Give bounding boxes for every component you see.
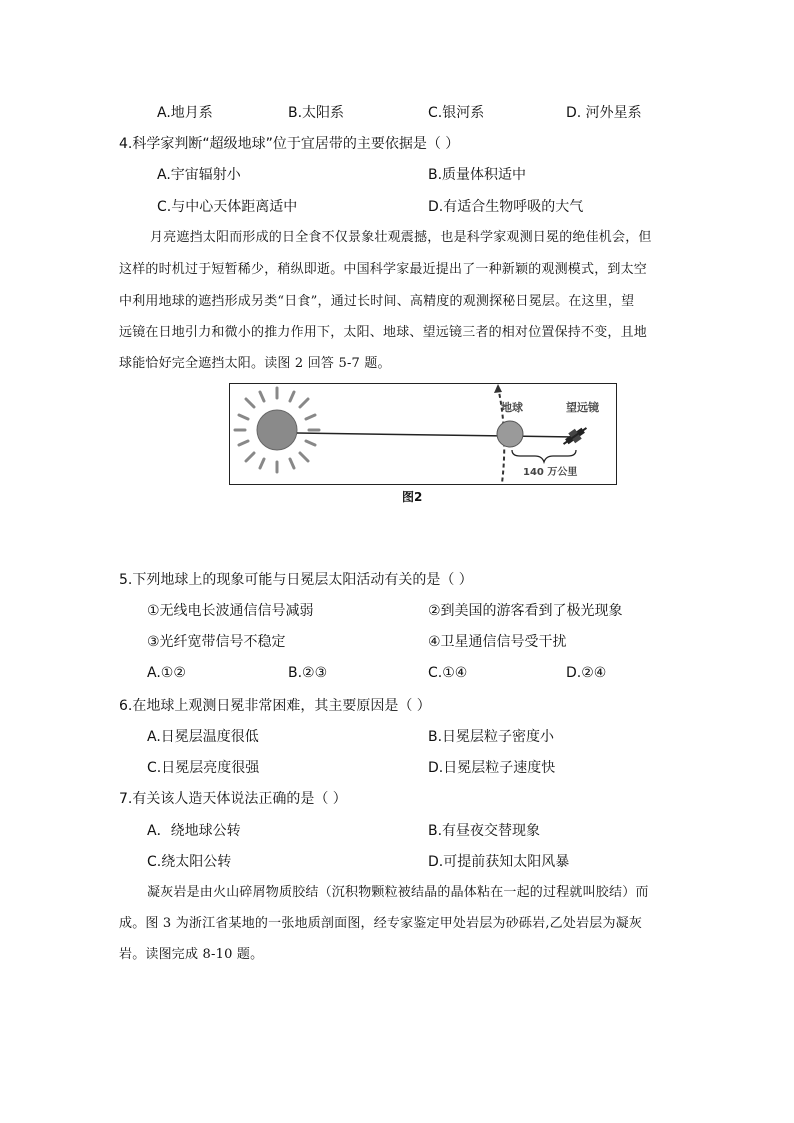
telescope-icon — [560, 423, 590, 449]
q4-option-b: B.质量体积适中 — [428, 167, 527, 183]
q7-option-c: C.绕太阳公转 — [147, 854, 232, 870]
earth-icon — [497, 421, 523, 447]
q3-option-c: C.银河系 — [428, 105, 485, 121]
passage1-line: 这样的时机过于短暂稀少，稍纵即逝。中国科学家最近提出了一种新颖的观测模式，到太空 — [119, 262, 648, 277]
q7-option-b: B.有昼夜交替现象 — [428, 823, 541, 839]
passage1-line: 月亮遮挡太阳而形成的日全食不仅景象壮观震撼，也是科学家观测日冕的绝佳机会，但 — [150, 230, 652, 245]
q5-option-b: B.②③ — [288, 665, 328, 681]
sun-body — [257, 410, 297, 450]
q5-stem: 5.下列地球上的现象可能与日冕层太阳活动有关的是（ ） — [119, 572, 473, 588]
figure-2-caption: 图2 — [402, 490, 423, 504]
distance-brace — [512, 450, 576, 462]
q7-option-a: A．绕地球公转 — [147, 823, 241, 839]
q6-option-a: A.日冕层温度很低 — [147, 729, 259, 745]
orbit-arrow-icon — [494, 384, 502, 393]
q4-option-c: C.与中心天体距离适中 — [157, 199, 298, 215]
q6-option-c: C.日冕层亮度很强 — [147, 760, 260, 776]
passage2-line: 岩。读图完成 8-10 题。 — [119, 947, 264, 962]
passage1-line: 球能恰好完全遮挡太阳。读图 2 回答 5-7 题。 — [119, 356, 391, 371]
q7-option-d: D.可提前获知太阳风暴 — [428, 854, 570, 870]
distance-label: 140 万公里 — [523, 467, 578, 478]
q3-option-a: A.地月系 — [157, 105, 213, 121]
passage2-line: 凝灰岩是由火山碎屑物质胶结（沉积物颗粒被结晶的晶体粘在一起的过程就叫胶结）而 — [147, 885, 649, 900]
q6-option-b: B.日冕层粒子密度小 — [428, 729, 555, 745]
q5-statement-1: ①无线电长波通信信号减弱 — [147, 603, 314, 619]
q4-option-d: D.有适合生物呼吸的大气 — [428, 199, 584, 215]
q5-option-a: A.①② — [147, 665, 186, 681]
passage1-line: 远镜在日地引力和微小的推力作用下，太阳、地球、望远镜三者的相对位置保持不变，且地 — [119, 325, 648, 340]
alignment-line — [297, 433, 575, 437]
q5-statement-2: ②到美国的游客看到了极光现象 — [428, 603, 623, 619]
figure-2 — [229, 383, 617, 485]
q3-option-d: D. 河外星系 — [566, 105, 642, 121]
passage2-line: 成。图 3 为浙江省某地的一张地质剖面图，经专家鉴定甲处岩层为砂砾岩,乙处岩层为凝灰 — [119, 916, 643, 931]
figure-2-diagram — [230, 384, 616, 484]
q6-stem: 6.在地球上观测日冕非常困难，其主要原因是（ ） — [119, 698, 431, 714]
q3-option-b: B.太阳系 — [288, 105, 345, 121]
q4-option-a: A.宇宙辐射小 — [157, 167, 241, 183]
q6-option-d: D.日冕层粒子速度快 — [428, 760, 556, 776]
q5-statement-3: ③光纤宽带信号不稳定 — [147, 634, 286, 650]
q7-stem: 7.有关该人造天体说法正确的是（ ） — [119, 791, 347, 807]
q5-option-d: D.②④ — [566, 665, 607, 681]
passage1-line: 中利用地球的遮挡形成另类“日食”，通过长时间、高精度的观测探秘日冕层。在这里，望 — [119, 294, 635, 309]
q5-option-c: C.①④ — [428, 665, 468, 681]
telescope-label: 望远镜 — [566, 401, 599, 414]
q5-statement-4: ④卫星通信信号受干扰 — [428, 634, 567, 650]
q4-stem: 4.科学家判断“超级地球”位于宜居带的主要依据是（ ） — [119, 136, 460, 152]
earth-label: 地球 — [501, 401, 523, 414]
